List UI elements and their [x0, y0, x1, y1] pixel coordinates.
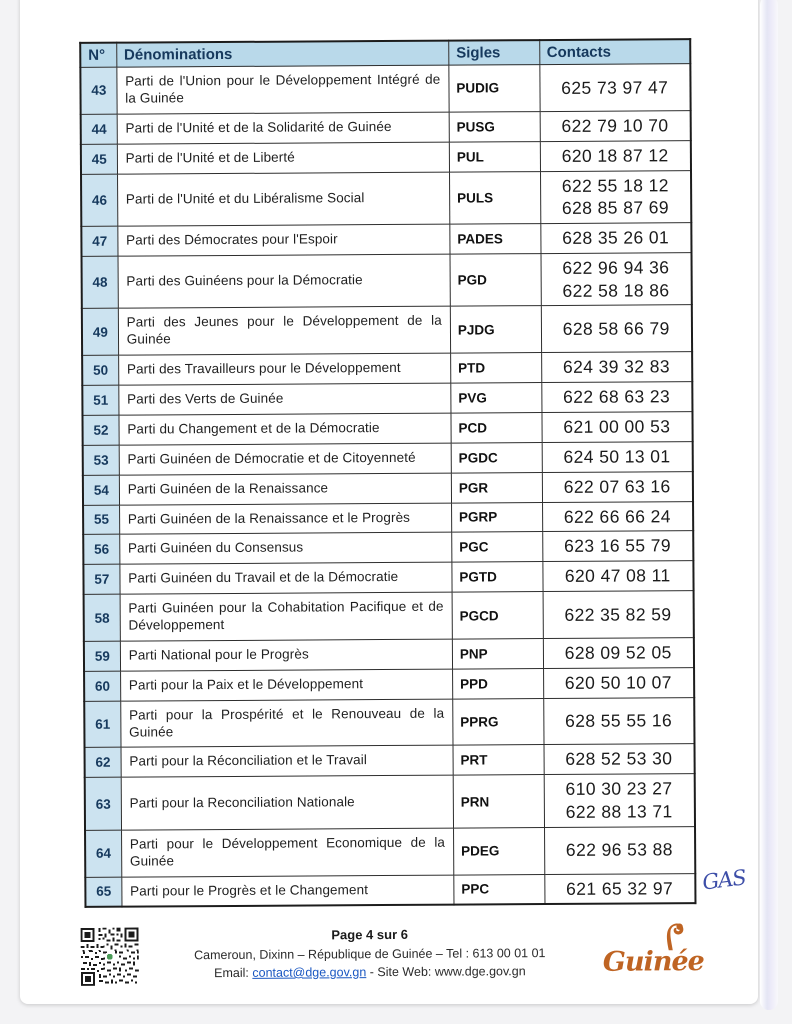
table-row — [83, 501, 693, 535]
row-number: 45 — [81, 144, 117, 174]
table-row — [85, 774, 695, 830]
row-number: 52 — [82, 415, 118, 445]
party-contact: 622 66 66 24 — [542, 501, 693, 532]
footer-address: Cameroun, Dixinn – République de Guinée – Tel : 613 00 01 01 — [194, 945, 546, 963]
party-contact: 628 55 55 16 — [543, 697, 694, 745]
party-name: Parti pour la Reconciliation Nationale — [121, 775, 453, 830]
row-number: 49 — [82, 309, 119, 356]
party-contact: 625 73 97 47 — [539, 64, 690, 112]
table-header — [80, 39, 690, 67]
party-name: Parti Guinéen de la Renaissance et le Progrès — [119, 503, 451, 535]
party-name: Parti des Guinéens pour la Démocratie — [118, 254, 450, 309]
party-acronym: PPRG — [453, 698, 544, 745]
party-name: Parti de l'Unité et de la Solidarité de Guinée — [117, 112, 449, 144]
row-number: 57 — [83, 564, 119, 594]
row-number: 61 — [84, 701, 121, 748]
table-row — [85, 826, 695, 876]
row-number: 53 — [83, 445, 119, 475]
table-row — [84, 638, 694, 672]
row-number: 63 — [85, 777, 122, 830]
party-name: Parti du Changement et de la Démocratie — [119, 413, 451, 445]
party-acronym: PUL — [449, 141, 540, 171]
parties-table — [79, 38, 696, 908]
table-row — [83, 471, 693, 505]
page-footer — [81, 922, 711, 988]
party-name: Parti de l'Unité et du Libéralisme Social — [117, 172, 449, 227]
party-acronym: PCD — [451, 412, 542, 442]
party-acronym: PGRP — [451, 502, 542, 532]
website-value: www.dge.gov.gn — [434, 964, 526, 979]
row-number: 51 — [82, 385, 118, 415]
party-name: Parti National pour le Progrès — [120, 639, 452, 671]
party-acronym: PTD — [451, 353, 542, 383]
row-number: 65 — [85, 877, 121, 908]
party-acronym: PRT — [453, 745, 544, 775]
party-acronym: PGCD — [452, 592, 543, 639]
party-contact: 622 96 53 88 — [544, 826, 695, 874]
party-contact: 620 50 10 07 — [543, 667, 694, 698]
party-contact: 620 18 87 12 — [540, 140, 691, 171]
table-row — [82, 253, 692, 309]
col-header-contacts: Contacts — [539, 39, 690, 64]
party-acronym: PPD — [452, 668, 543, 698]
party-name: Parti Guinéen pour la Cohabitation Pacifique et de Développement — [120, 592, 452, 641]
party-name: Parti pour le Progrès et le Changement — [122, 875, 454, 907]
guinee-logo — [601, 922, 711, 985]
table-row — [83, 531, 693, 565]
party-name: Parti de l'Unité et de Liberté — [117, 142, 449, 174]
party-contact: 622 55 18 12 628 85 87 69 — [540, 170, 691, 223]
party-contact: 610 30 23 27 622 88 13 71 — [544, 774, 695, 827]
party-acronym: PADES — [450, 224, 541, 254]
website-label: - Site Web: — [369, 964, 432, 980]
table-row — [82, 305, 692, 355]
party-contact: 628 35 26 01 — [540, 223, 691, 254]
party-name: Parti des Verts de Guinée — [119, 383, 451, 415]
table-row — [81, 140, 691, 174]
table-row — [83, 561, 693, 595]
row-number: 64 — [85, 830, 122, 877]
row-number: 48 — [82, 256, 119, 309]
col-header-denominations: Dénominations — [116, 41, 448, 68]
page-indicator: Page 4 sur 6 — [331, 926, 409, 943]
row-number: 56 — [83, 535, 119, 565]
party-contact: 623 16 55 79 — [542, 531, 693, 562]
table-row — [82, 382, 692, 416]
footer-text-block — [153, 923, 587, 983]
header-row — [80, 39, 690, 67]
party-name: Parti pour la Prospérité et le Renouveau de la Guinée — [120, 699, 452, 748]
row-number: 46 — [81, 174, 118, 227]
party-name: Parti Guinéen de la Renaissance — [119, 473, 451, 505]
table-row — [81, 110, 691, 144]
qr-code — [81, 928, 139, 986]
row-number: 59 — [84, 641, 120, 671]
page-edge-shadow — [760, 0, 778, 1010]
party-name: Parti Guinéen du Consensus — [119, 532, 451, 564]
party-acronym: PUDIG — [449, 65, 540, 112]
party-acronym: PRN — [453, 775, 544, 828]
table-row — [84, 697, 694, 747]
party-contact: 621 65 32 97 — [544, 873, 695, 904]
row-number: 50 — [82, 355, 118, 385]
row-number: 58 — [84, 594, 121, 641]
party-contact: 620 47 08 11 — [542, 561, 693, 592]
party-acronym: PVG — [451, 383, 542, 413]
party-contact: 624 50 13 01 — [542, 441, 693, 472]
table-row — [85, 744, 695, 778]
party-name: Parti des Jeunes pour le Développement de la Guinée — [118, 306, 450, 355]
table-row — [83, 441, 693, 475]
col-header-number: N° — [80, 43, 116, 68]
party-name: Parti pour le Développement Economique de la Guinée — [121, 828, 453, 877]
party-acronym: PGTD — [452, 562, 543, 592]
party-contact: 622 68 63 23 — [541, 382, 692, 413]
table-row — [84, 591, 694, 641]
party-acronym: PNP — [452, 638, 543, 668]
guinee-logo-text: Guinée — [602, 946, 704, 978]
row-number: 44 — [81, 114, 117, 144]
party-name: Parti pour la Réconciliation et le Travail — [121, 745, 453, 777]
email-link[interactable]: contact@dge.gov.gn — [252, 965, 367, 980]
row-number: 54 — [83, 475, 119, 505]
party-acronym: PGR — [451, 472, 542, 502]
table-row — [80, 64, 690, 114]
party-acronym: PUSG — [449, 111, 540, 141]
party-name: Parti Guinéen de Démocratie et de Citoyenneté — [119, 443, 451, 475]
table-body — [80, 64, 695, 908]
footer-contact-line — [153, 962, 587, 983]
party-contact: 628 58 66 79 — [541, 305, 692, 353]
party-contact: 624 39 32 83 — [541, 352, 692, 383]
table-row — [82, 412, 692, 446]
party-acronym: PGC — [452, 532, 543, 562]
table-row — [81, 223, 691, 257]
party-acronym: PGD — [450, 253, 541, 306]
party-name: Parti pour la Paix et le Développement — [120, 669, 452, 701]
party-acronym: PULS — [449, 171, 540, 224]
row-number: 43 — [80, 67, 117, 114]
party-acronym: PPC — [454, 874, 545, 905]
qr-code-graphic — [81, 928, 139, 986]
party-contact: 622 79 10 70 — [540, 110, 691, 141]
party-contact: 622 96 94 36 622 58 18 86 — [541, 253, 692, 306]
party-contact: 622 07 63 16 — [542, 471, 693, 502]
party-name: Parti des Travailleurs pour le Développement — [118, 353, 450, 385]
party-contact: 628 09 52 05 — [543, 638, 694, 669]
party-name: Parti Guinéen du Travail et de la Démocratie — [120, 562, 452, 594]
party-name: Parti des Démocrates pour l'Espoir — [118, 224, 450, 256]
party-acronym: PGDC — [451, 442, 542, 472]
party-name: Parti de l'Union pour le Développement Intégré de la Guinée — [117, 65, 449, 114]
party-contact: 628 52 53 30 — [544, 744, 695, 775]
col-header-sigles: Sigles — [449, 40, 540, 65]
table-row — [82, 352, 692, 386]
handwritten-initials: GAS — [700, 865, 748, 895]
scanned-page — [20, 0, 758, 1004]
party-acronym: PDEG — [453, 827, 544, 874]
table-row — [84, 667, 694, 701]
table-row — [85, 873, 695, 907]
row-number: 55 — [83, 505, 119, 535]
row-number: 60 — [84, 671, 120, 701]
email-label: Email: — [214, 965, 249, 981]
party-acronym: PJDG — [450, 306, 541, 353]
page-content — [17, 0, 761, 1006]
row-number: 47 — [81, 226, 117, 256]
party-contact: 622 35 82 59 — [543, 591, 694, 639]
row-number: 62 — [85, 748, 121, 778]
table-row — [81, 170, 691, 226]
party-contact: 621 00 00 53 — [541, 412, 692, 443]
